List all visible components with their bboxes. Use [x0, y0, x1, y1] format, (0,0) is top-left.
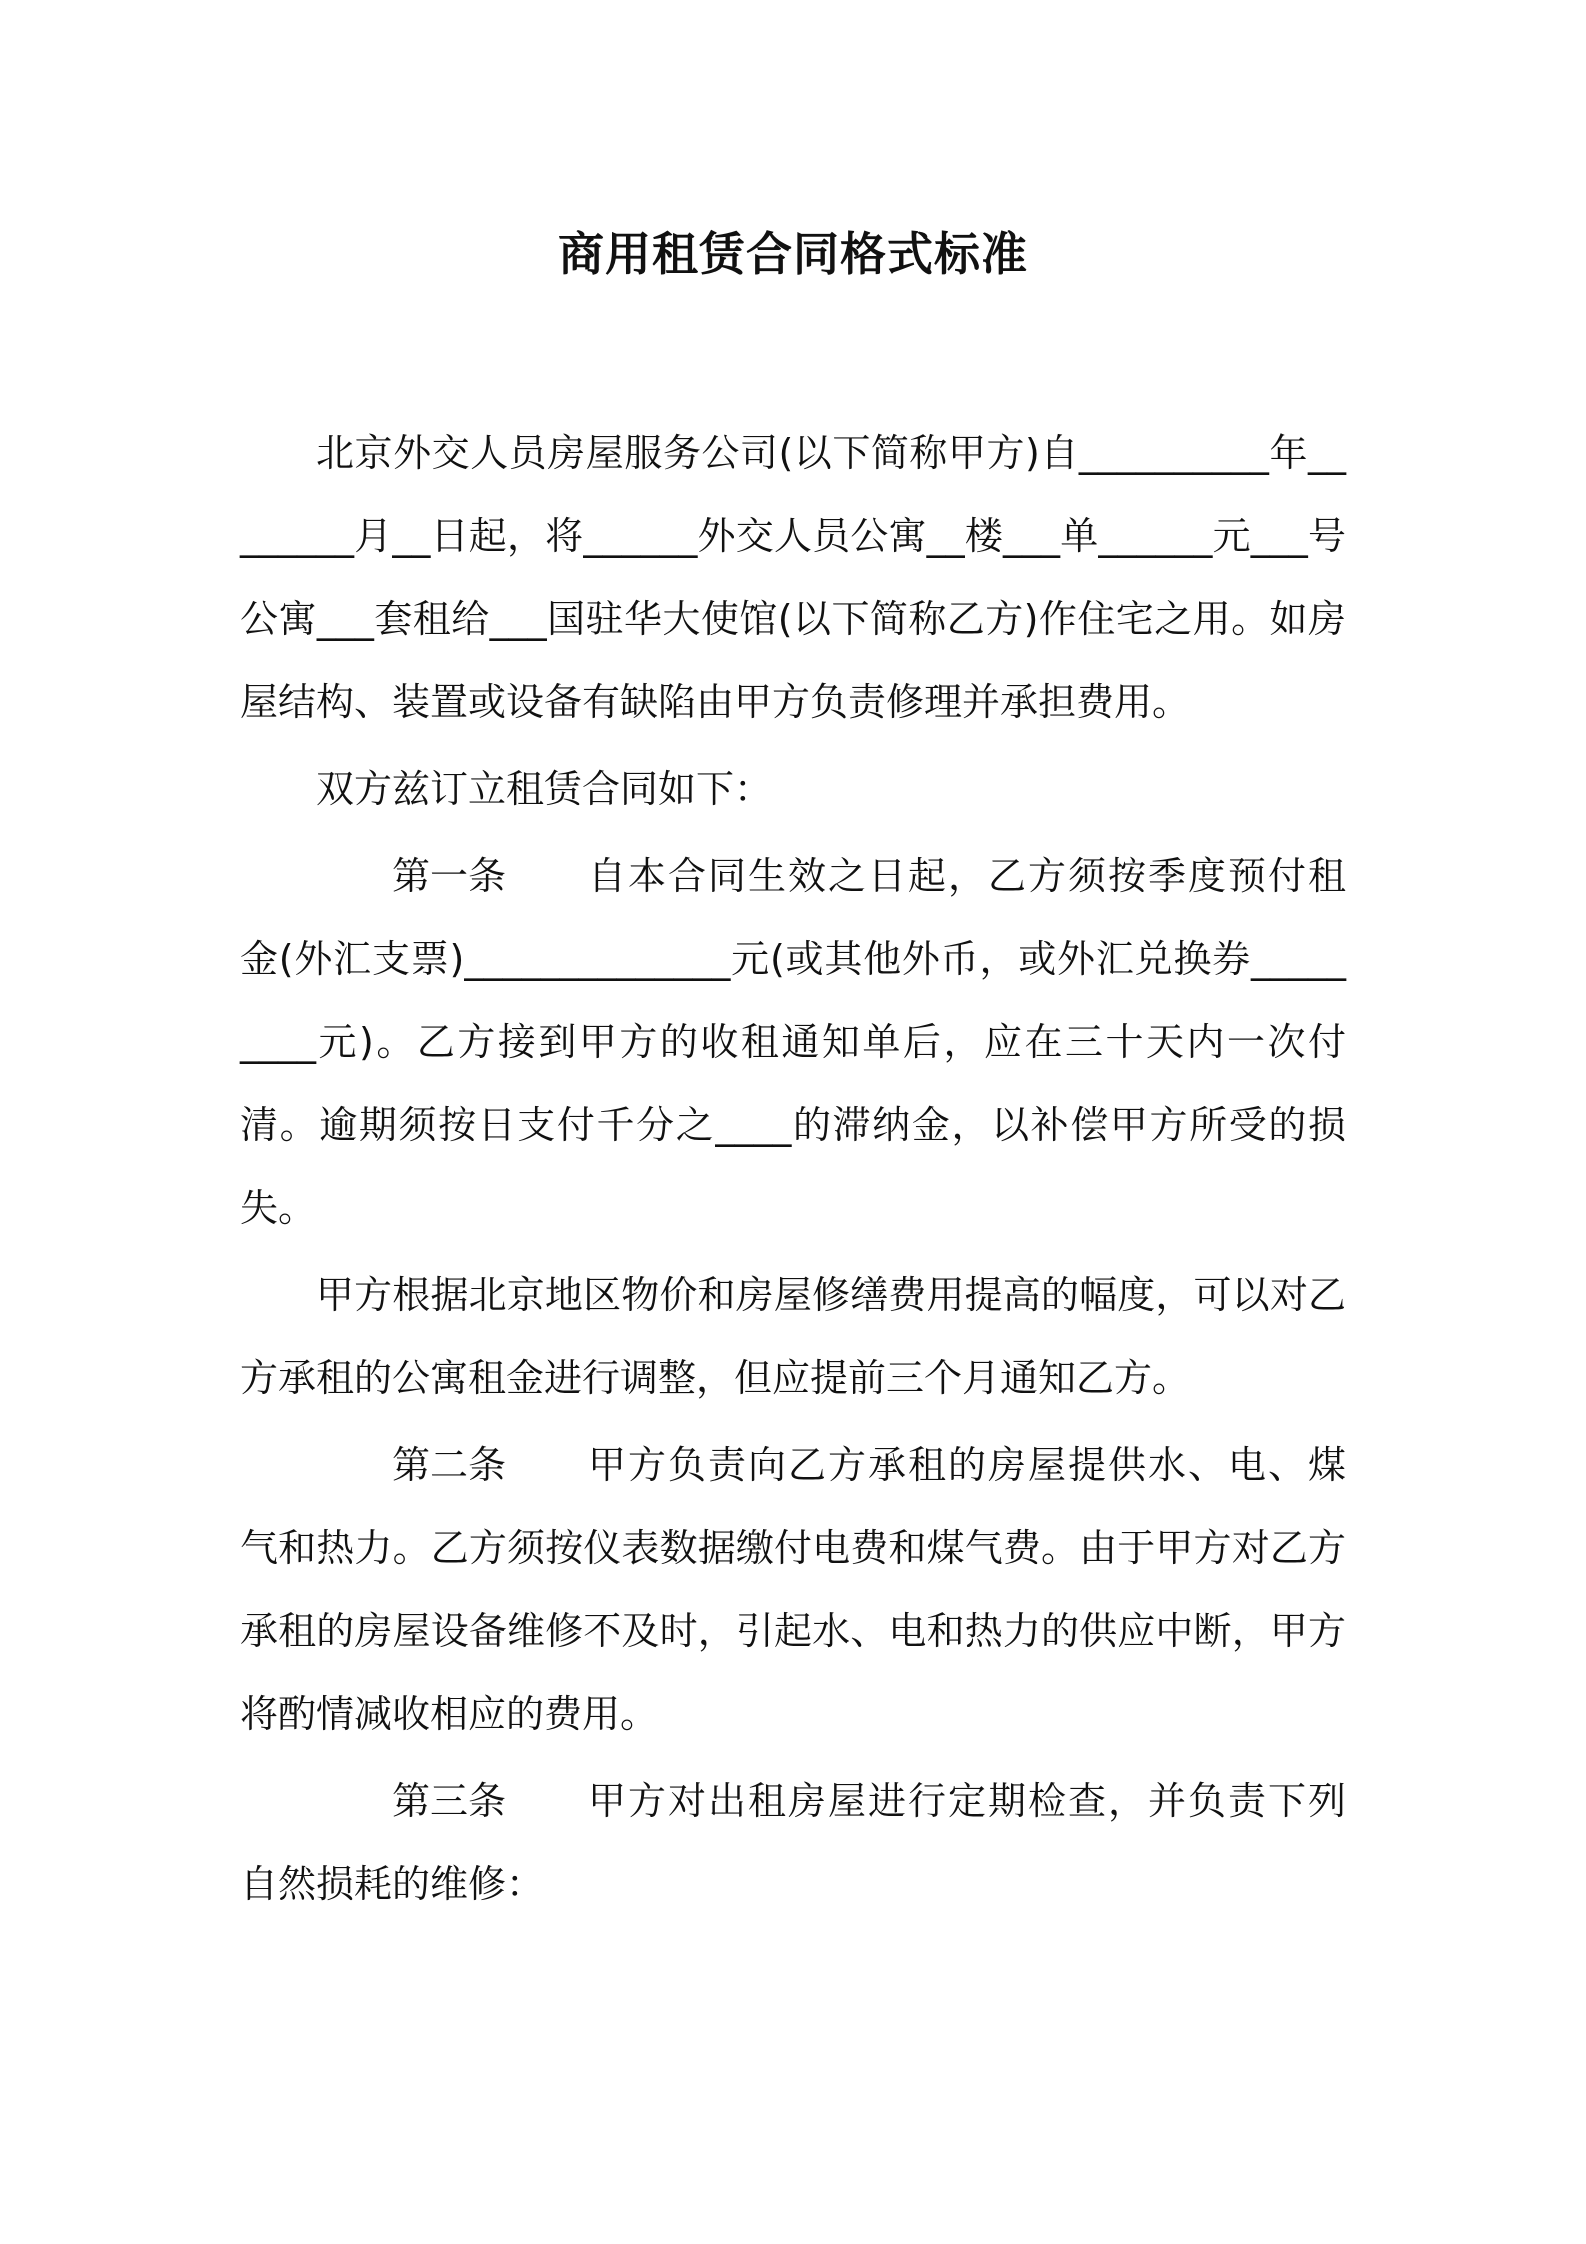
paragraph-text: 自本合同生效之日起，乙方须按季度预付租金(外汇支票)______________元(或其他外币，或外汇兑换券_________元)。乙方接到甲方的收租通知单后，应在三十天内一次付清。逾期须按日支付千分之____的滞纳金，以补偿甲方所受的损失。	[240, 854, 1346, 1230]
document-title: 商用租赁合同格式标准	[558, 227, 1028, 281]
paragraph-text: 甲方根据北京地区物价和房屋修缮费用提高的幅度，可以对乙方承租的公寓租金进行调整，但应提前三个月通知乙方。	[240, 1273, 1346, 1400]
document-body	[240, 412, 1346, 1930]
article-label: 第一条	[392, 854, 507, 898]
paragraph-text: 甲方对出租房屋进行定期检查，并负责下列自然损耗的维修：	[240, 1779, 1346, 1906]
paragraph-intro	[240, 412, 1346, 744]
article-label: 第三条	[392, 1779, 507, 1823]
paragraph-rent-adjustment	[240, 1254, 1346, 1420]
paragraph-text: 双方兹订立租赁合同如下：	[316, 767, 773, 811]
article-label: 第二条	[392, 1443, 507, 1487]
article-1	[240, 835, 1346, 1250]
article-3	[240, 1760, 1346, 1926]
article-2	[240, 1424, 1346, 1756]
paragraph-text: 北京外交人员房屋服务公司(以下简称甲方)自__________年________月__日起，将______外交人员公寓__楼___单______元___号公寓___套租给___国驻华大使馆(以下简称乙方)作住宅之用。如房屋结构、装置或设备有缺陷由甲方负责修理并承担费用。	[240, 431, 1346, 724]
paragraph-preamble	[240, 748, 1346, 831]
paragraph-text: 甲方负责向乙方承租的房屋提供水、电、煤气和热力。乙方须按仪表数据缴付电费和煤气费。由于甲方对乙方承租的房屋设备维修不及时，引起水、电和热力的供应中断，甲方将酌情减收相应的费用。	[240, 1443, 1346, 1736]
